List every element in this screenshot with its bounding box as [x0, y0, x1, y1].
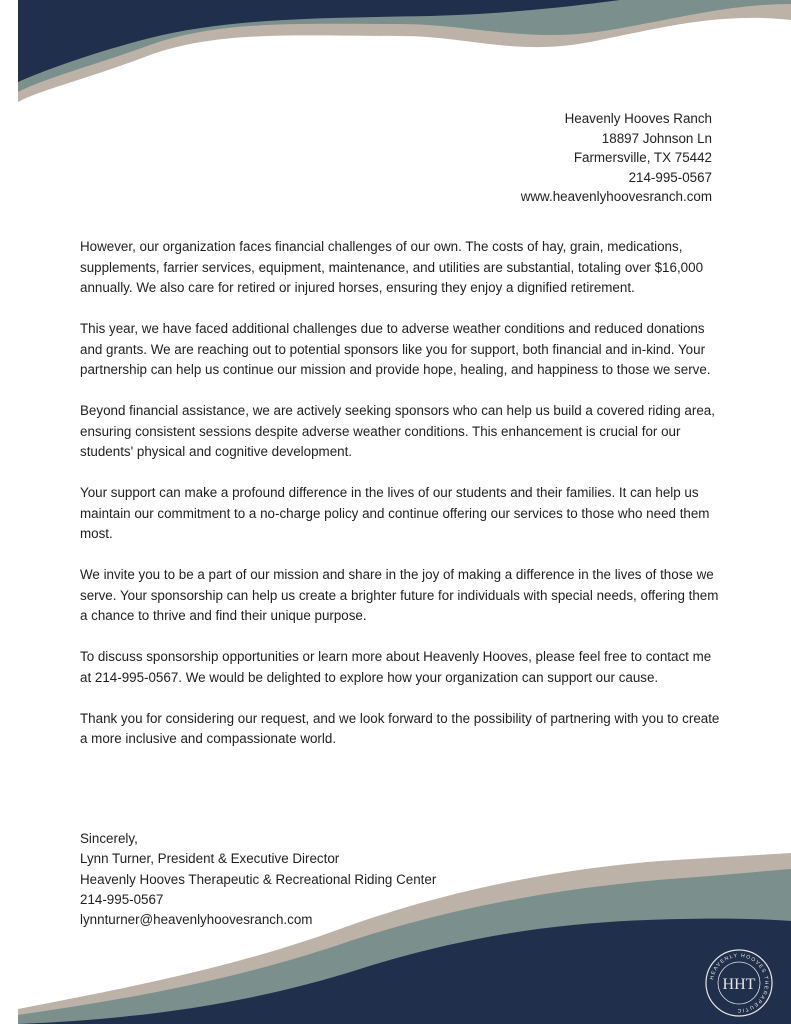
- signature-phone: 214-995-0567: [80, 891, 164, 907]
- seal-logo-icon: [704, 948, 774, 1018]
- body-paragraph: Your support can make a profound difference in the lives of our students and their families. It can help us maintain our commitment to a no-charge policy and continue offering our services to those who need them most.: [80, 485, 710, 541]
- letterhead-street: 18897 Johnson Ln: [601, 130, 712, 146]
- signature-email: lynnturner@heavenlyhoovesranch.com: [80, 912, 313, 928]
- body-paragraph: Thank you for considering our request, and we look forward to the possibility of partnering with you to create a more inclusive and compassionate world.: [80, 710, 720, 746]
- signature-organization: Heavenly Hooves Therapeutic & Recreational Riding Center: [80, 871, 437, 887]
- body-paragraph: Beyond financial assistance, we are actively seeking sponsors who can help us build a covered riding area, ensuring consistent sessions despite adverse weather conditions. This enhancement is crucial for our students' physical and cognitive development.: [80, 403, 715, 459]
- footer-wave-graphic: [0, 849, 791, 1024]
- header-wave-graphic: [0, 0, 791, 110]
- letterhead-phone: 214-995-0567: [628, 169, 712, 185]
- body-paragraph: To discuss sponsorship opportunities or learn more about Heavenly Hooves, please feel free to contact me at 214-995-0567. We would be delighted to explore how your organization can support our cause.: [80, 649, 712, 685]
- signature-closing: Sincerely,: [80, 831, 138, 846]
- body-paragraph: We invite you to be a part of our mission and share in the joy of making a difference in the lives of those we serve. Your sponsorship can help us create a brighter future for individuals with special needs, offering them a chance to thrive and find their unique purpose.: [80, 567, 719, 623]
- logo-ring-text: HEAVENLY HOOVES THERAPEUTIC: [709, 952, 770, 1014]
- letterhead-address: [521, 109, 712, 207]
- signature-name-title: Lynn Turner, President & Executive Director: [80, 851, 340, 867]
- letterhead-website: www.heavenlyhoovesranch.com: [520, 189, 712, 204]
- body-paragraph: However, our organization faces financial challenges of our own. The costs of hay, grain, medications, supplements, farrier services, equipment, maintenance, and utilities are substantial, totaling over $16,000 annually. We also care for retired or injured horses, ensuring they enjoy a dignified retirement.: [80, 239, 704, 295]
- letter-body: [80, 237, 720, 770]
- body-paragraph: This year, we have faced additional challenges due to adverse weather conditions and reduced donations and grants. We are reaching out to potential sponsors like you for support, both financial and in-kind. Your partnership can help us continue our mission and provide hope, healing, and happiness to those we serve.: [80, 321, 711, 377]
- logo-initials: HHT: [722, 976, 756, 993]
- letterhead-city: Farmersville, TX 75442: [573, 150, 712, 165]
- letterhead-org-name: Heavenly Hooves Ranch: [564, 111, 712, 126]
